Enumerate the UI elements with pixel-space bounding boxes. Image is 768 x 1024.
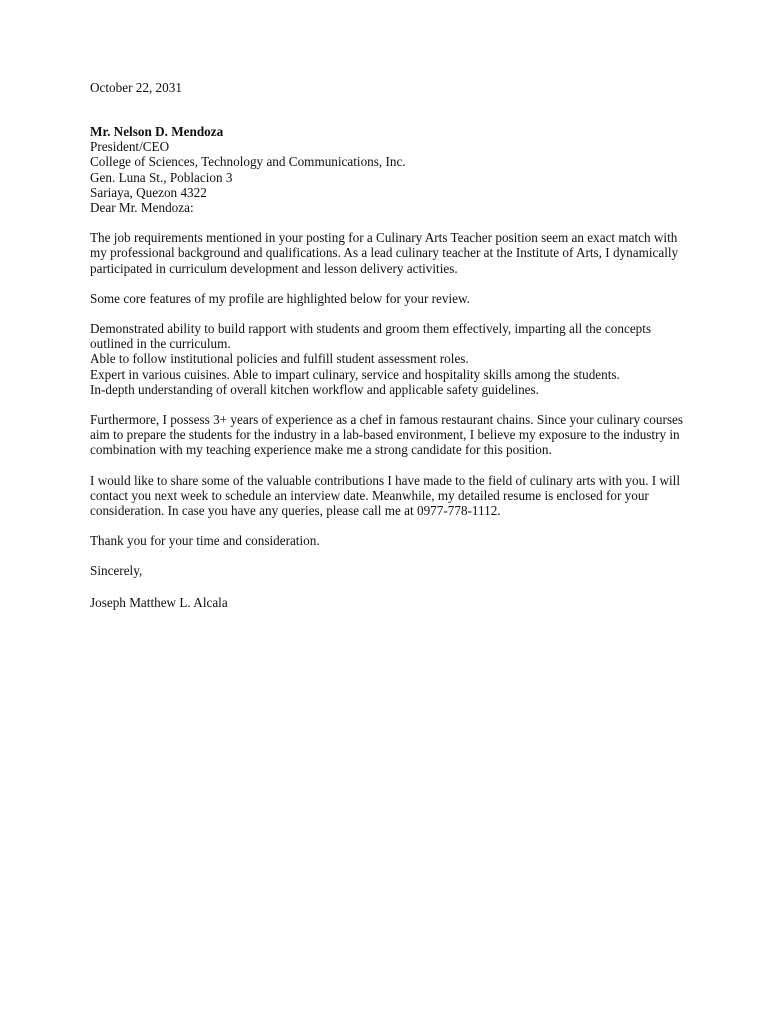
experience-paragraph: Furthermore, I possess 3+ years of experience as a chef in famous restaurant chains. Since your culinary courses aim to prepare the students for the industry in a lab-based environment, I believe my exposure to the industry in combination with my teaching experience make me a strong candidate for this position. — [90, 412, 683, 458]
feature-item: Able to follow institutional policies and fulfill student assessment roles. — [90, 351, 469, 367]
recipient-name: Mr. Nelson D. Mendoza — [90, 124, 224, 139]
closing: Sincerely, — [90, 563, 143, 579]
recipient-title: President/CEO — [90, 139, 170, 155]
recipient-street: Gen. Luna St., Poblacion 3 — [90, 169, 233, 185]
signature-name: Joseph Matthew L. Alcala — [90, 594, 228, 610]
feature-item: Demonstrated ability to build rapport with students and groom them effectively, imparting all the concepts outlined in the curriculum. — [90, 321, 652, 352]
features-intro-paragraph: Some core features of my profile are highlighted below for your review. — [90, 290, 470, 306]
letter-page — [90, 80, 690, 610]
contact-paragraph: I would like to share some of the valuable contributions I have made to the field of culinary arts with you. I will contact you next week to schedule an interview date. Meanwhile, my detailed resume is enclosed for your consideration. In case you have any queries, please call me at 0977-778-1112. — [90, 472, 680, 519]
features-list — [90, 321, 690, 397]
thanks-paragraph: Thank you for your time and consideration. — [90, 533, 320, 549]
salutation: Dear Mr. Mendoza: — [90, 200, 194, 216]
recipient-city: Sariaya, Quezon 4322 — [90, 184, 207, 200]
recipient-organization: College of Sciences, Technology and Communications, Inc. — [90, 154, 406, 170]
feature-item: In-depth understanding of overall kitchen workflow and applicable safety guidelines. — [90, 381, 539, 397]
feature-item: Expert in various cuisines. Able to impart culinary, service and hospitality skills among the students. — [90, 366, 620, 382]
intro-paragraph: The job requirements mentioned in your posting for a Culinary Arts Teacher position seem an exact match with my professional background and qualifications. As a lead culinary teacher at the Institute of Arts, I dynamically participated in curriculum development and lesson delivery activities. — [90, 230, 679, 276]
recipient-address — [90, 124, 690, 200]
letter-date: October 22, 2031 — [90, 80, 182, 95]
